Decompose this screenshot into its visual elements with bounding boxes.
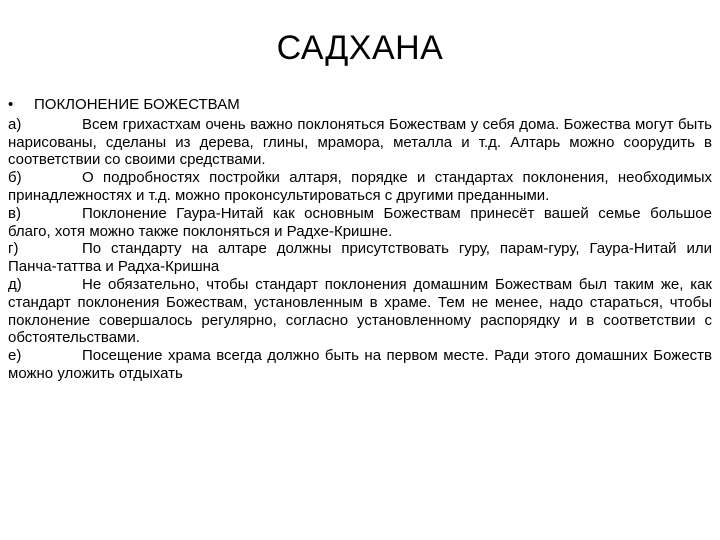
item-text: Всем грихастхам очень важно поклоняться Божествам у себя дома. Божества могут быть нарисованы, сделаны из дерева, глины, мрамора, металла и т.д. Алтарь можно соорудить в соответствии со своими средствами.: [8, 115, 712, 169]
item-marker: а): [8, 115, 22, 133]
item-text: Поклонение Гаура-Нитай как основным Божествам принесёт вашей семье большое благо, хотя можно также поклоняться и Радхе-Кришне.: [8, 204, 712, 240]
section-heading-line: [8, 96, 712, 114]
item-marker: б): [8, 169, 22, 187]
list-item: [8, 240, 712, 276]
item-text: Посещение храма всегда должно быть на первом месте. Ради этого домашних Божеств можно уложить отдыхать: [8, 347, 712, 382]
list-item: [8, 169, 712, 205]
slide-title: САДХАНА: [276, 29, 444, 67]
bullet-icon: •: [8, 96, 14, 113]
item-marker: е): [8, 347, 22, 365]
list-item: [8, 116, 712, 169]
list-item: [8, 347, 712, 383]
item-marker: г): [8, 240, 19, 258]
item-text: О подробностях постройки алтаря, порядке и стандартах поклонения, необходимых принадлежностях и т.д. можно проконсультироваться с другими преданными.: [8, 169, 712, 204]
item-text: По стандарту на алтаре должны присутствовать гуру, парам-гуру, Гаура-Нитай или Панча-таттва и Радха-Кришна: [8, 240, 712, 276]
item-text: Не обязательно, чтобы стандарт поклонения домашним Божествам был таким же, как стандарт поклонения Божествам, установленным в храме. Тем не менее, надо стараться, чтобы поклонение совершалось регулярно, согласно установленному распорядку и в соответствии с обстоятельствами.: [8, 275, 712, 347]
list-item: [8, 276, 712, 347]
slide-content: [8, 96, 712, 383]
section-heading: ПОКЛОНЕНИЕ БОЖЕСТВАМ: [34, 96, 240, 113]
list-item: [8, 205, 712, 241]
item-marker: в): [8, 204, 21, 222]
item-marker: д): [8, 275, 22, 293]
